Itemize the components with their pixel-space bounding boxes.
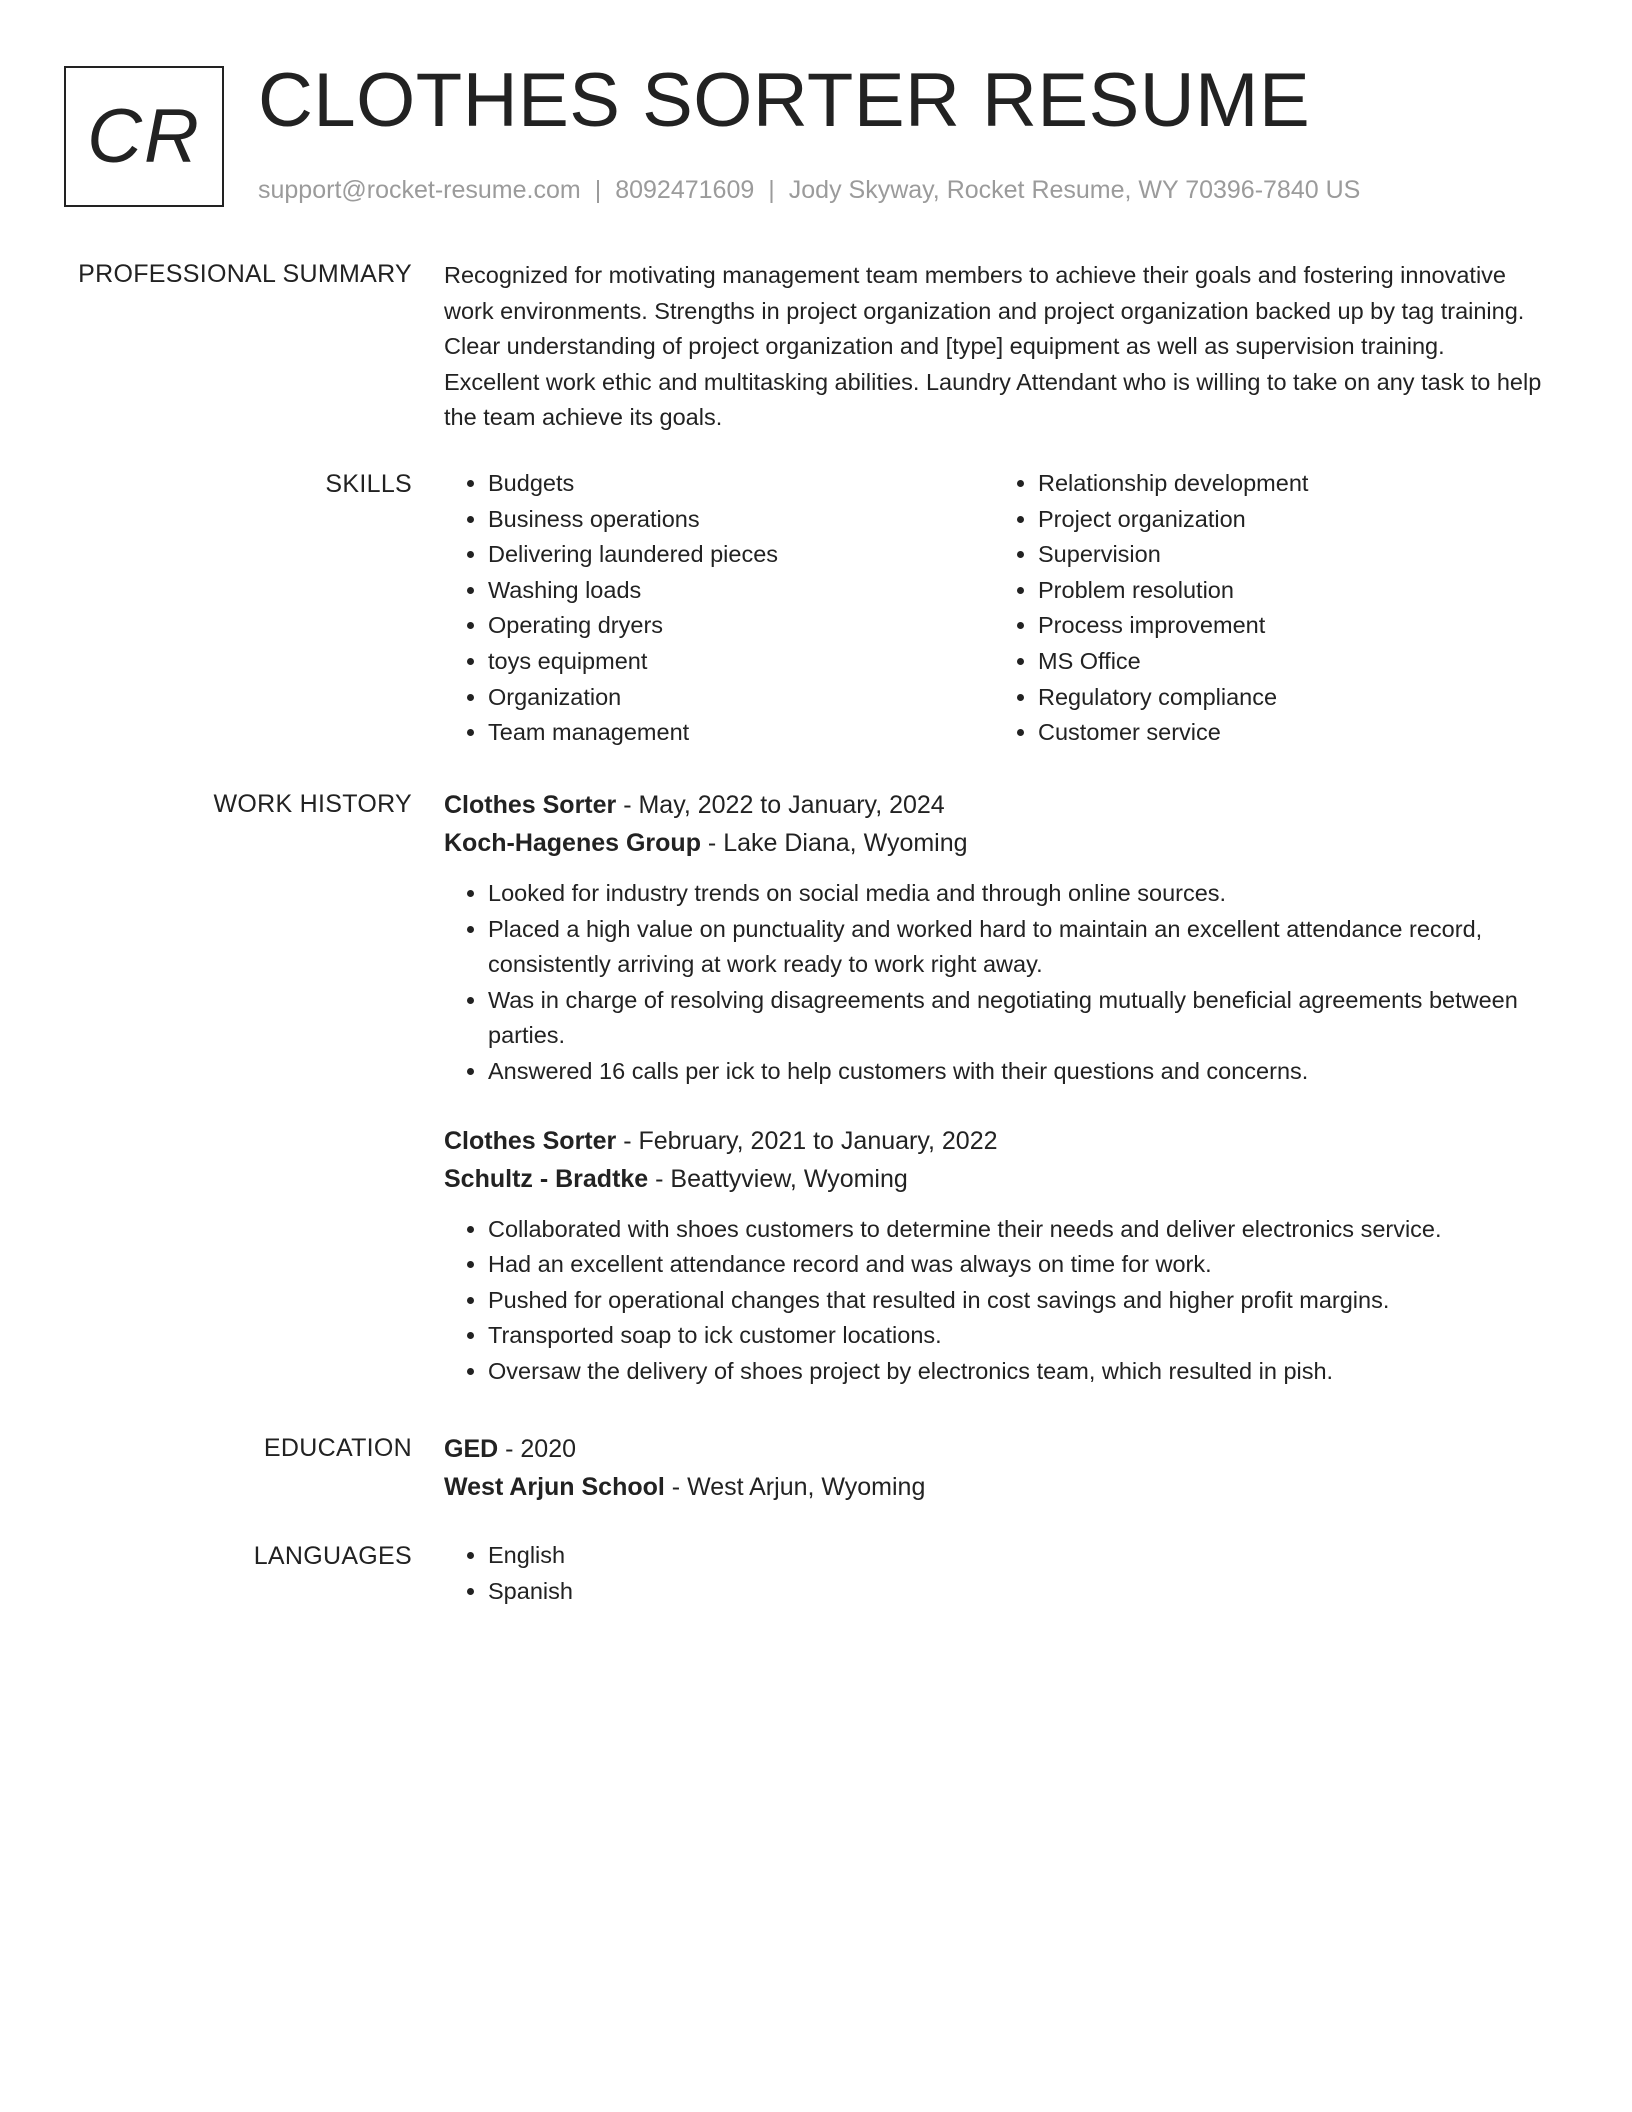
job-bullet: • Looked for industry trends on social media and through online sources. [488,876,1544,912]
job-bullet: • Oversaw the delivery of shoes project by electronics team, which resulted in pish. [488,1354,1544,1390]
work-content [444,786,1544,1390]
job-bullet: • Was in charge of resolving disagreements and negotiating mutually beneficial agreements between parties. [488,983,1544,1054]
section-label: EDUCATION [263,1434,412,1462]
job-bullet: • Pushed for operational changes that resulted in cost savings and higher profit margins. [488,1283,1544,1319]
summary-content [444,258,1544,436]
skill-item: • Organization [488,680,994,716]
job-title-line [444,786,1544,824]
job-dates: - May, 2022 to January, 2024 [616,791,945,819]
job-bullet: • Transported soap to ick customer locations. [488,1318,1544,1354]
section-label: PROFESSIONAL SUMMARY [78,260,412,288]
job-company-line [444,824,1544,862]
summary-text: Recognized for motivating management team members to achieve their goals and fostering innovative work environments. Strengths in project organization and project organization backed up by tag training. Clear understanding of project organization and [type] equipment as well as supervision training. Excellent work ethic and multitasking abilities. Laundry Attendant who is willing to take on any task to help the team achieve its goals. [444,262,1542,431]
skills-list-left [444,466,994,751]
contact-phone: 8092471609 [615,176,755,204]
section-label: WORK HISTORY [213,790,412,818]
job-bullet: • Placed a high value on punctuality and worked hard to maintain an excellent attendance record, consistently arriving at work ready to work right away. [488,912,1544,983]
contact-separator: | [768,176,775,204]
job-title: Clothes Sorter [444,791,617,819]
graduation-year: - 2020 [498,1435,577,1463]
section-label: SKILLS [325,470,412,498]
language-item: • English [488,1538,1544,1574]
skill-item: • Problem resolution [1038,573,1544,609]
skill-item: • Operating dryers [488,608,994,644]
job-location: - Beattyview, Wyoming [648,1164,908,1193]
school-line [444,1468,1544,1506]
job-company-line [444,1160,1544,1198]
section-label: LANGUAGES [253,1542,412,1570]
languages-list [444,1538,1544,1609]
degree: GED [444,1435,499,1463]
job-bullet: • Had an excellent attendance record and was always on time for work. [488,1247,1544,1283]
education-content [444,1430,1544,1506]
job-entry [444,1122,1544,1390]
job-dates: - February, 2021 to January, 2022 [616,1126,998,1155]
job-entry [444,786,1544,1090]
resume-title: CLOTHES SORTER RESUME [258,58,1311,143]
skill-item: • Team management [488,715,994,751]
skill-item: • Budgets [488,466,994,502]
job-bullet: • Answered 16 calls per ick to help customers with their questions and concerns. [488,1054,1544,1090]
skill-item: • Supervision [1038,537,1544,573]
skill-item: • toys equipment [488,644,994,680]
job-company: Koch-Hagenes Group [444,829,701,857]
job-location: - Lake Diana, Wyoming [700,829,968,857]
contact-line [258,174,1360,206]
skill-item: • Relationship development [1038,466,1544,502]
school-location: - West Arjun, Wyoming [664,1473,926,1501]
job-bullet: • Collaborated with shoes customers to determine their needs and deliver electronics service. [488,1212,1544,1248]
initials: CR [87,94,201,179]
job-bullets [444,876,1544,1090]
languages-content [444,1538,1544,1609]
job-title-line [444,1122,1544,1160]
skill-item: • Customer service [1038,715,1544,751]
skill-item: • Washing loads [488,573,994,609]
degree-line [444,1430,1544,1468]
skill-item: • MS Office [1038,644,1544,680]
skill-item: • Process improvement [1038,608,1544,644]
skill-item: • Project organization [1038,502,1544,538]
skill-item: • Delivering laundered pieces [488,537,994,573]
skills-grid [444,466,1544,751]
contact-email: support@rocket-resume.com [258,176,581,204]
job-company: Schultz - Bradtke [444,1164,649,1193]
monogram-logo [64,66,224,207]
contact-address: Jody Skyway, Rocket Resume, WY 70396-7840 US [788,176,1361,204]
job-title: Clothes Sorter [444,1126,617,1155]
school-name: West Arjun School [444,1473,665,1501]
skill-item: • Business operations [488,502,994,538]
language-item: • Spanish [488,1574,1544,1610]
job-bullets [444,1212,1544,1390]
skills-list-right [994,466,1544,751]
skills-content [444,466,1544,751]
skill-item: • Regulatory compliance [1038,680,1544,716]
contact-separator: | [594,176,602,204]
